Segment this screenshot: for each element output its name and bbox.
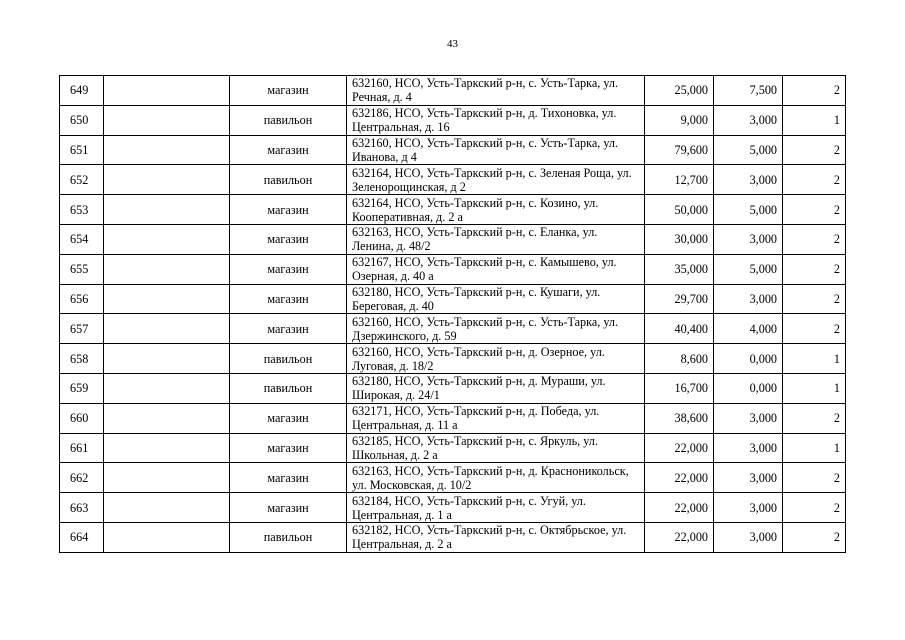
area-trade: 3,000	[714, 522, 783, 552]
facility-address: 632184, НСО, Усть-Таркский р-н, с. Угуй, ул. Центральная, д. 1 а	[347, 493, 645, 523]
area-trade: 3,000	[714, 284, 783, 314]
row-blank-cell	[104, 224, 230, 254]
area-trade: 3,000	[714, 403, 783, 433]
count: 2	[783, 195, 846, 225]
count: 2	[783, 224, 846, 254]
row-blank-cell	[104, 195, 230, 225]
facility-type: магазин	[230, 224, 347, 254]
table-row	[60, 344, 846, 374]
table-row	[60, 284, 846, 314]
facility-type: магазин	[230, 463, 347, 493]
count: 2	[783, 165, 846, 195]
facility-address: 632160, НСО, Усть-Таркский р-н, с. Усть-Тарка, ул. Дзержинского, д. 59	[347, 314, 645, 344]
table-row	[60, 493, 846, 523]
row-number: 663	[60, 493, 104, 523]
area-trade: 4,000	[714, 314, 783, 344]
area-trade: 0,000	[714, 373, 783, 403]
area-trade: 3,000	[714, 165, 783, 195]
count: 2	[783, 403, 846, 433]
row-number: 656	[60, 284, 104, 314]
area-total: 40,400	[645, 314, 714, 344]
area-total: 22,000	[645, 493, 714, 523]
count: 1	[783, 344, 846, 374]
facility-address: 632163, НСО, Усть-Таркский р-н, д. Красноникольск, ул. Московская, д. 10/2	[347, 463, 645, 493]
table-row	[60, 165, 846, 195]
count: 2	[783, 522, 846, 552]
facility-type: магазин	[230, 254, 347, 284]
area-trade: 0,000	[714, 344, 783, 374]
row-blank-cell	[104, 373, 230, 403]
table-row	[60, 433, 846, 463]
count: 2	[783, 284, 846, 314]
count: 2	[783, 254, 846, 284]
area-trade: 7,500	[714, 76, 783, 106]
area-total: 16,700	[645, 373, 714, 403]
row-number: 658	[60, 344, 104, 374]
row-blank-cell	[104, 463, 230, 493]
table-body	[60, 76, 846, 553]
facility-address: 632164, НСО, Усть-Таркский р-н, с. Козино, ул. Кооперативная, д. 2 а	[347, 195, 645, 225]
table-row	[60, 76, 846, 106]
area-total: 35,000	[645, 254, 714, 284]
area-total: 8,600	[645, 344, 714, 374]
count: 1	[783, 433, 846, 463]
table-row	[60, 135, 846, 165]
area-total: 9,000	[645, 105, 714, 135]
row-number: 660	[60, 403, 104, 433]
area-trade: 5,000	[714, 195, 783, 225]
row-blank-cell	[104, 76, 230, 106]
area-trade: 3,000	[714, 105, 783, 135]
area-total: 12,700	[645, 165, 714, 195]
row-number: 657	[60, 314, 104, 344]
facility-type: магазин	[230, 433, 347, 463]
area-total: 25,000	[645, 76, 714, 106]
facility-type: павильон	[230, 344, 347, 374]
area-trade: 3,000	[714, 224, 783, 254]
row-number: 659	[60, 373, 104, 403]
facility-address: 632163, НСО, Усть-Таркский р-н, с. Еланка, ул. Ленина, д. 48/2	[347, 224, 645, 254]
table-row	[60, 403, 846, 433]
row-number: 650	[60, 105, 104, 135]
area-total: 22,000	[645, 522, 714, 552]
facility-type: павильон	[230, 522, 347, 552]
row-blank-cell	[104, 165, 230, 195]
page-number: 43	[447, 38, 458, 50]
facility-address: 632160, НСО, Усть-Таркский р-н, с. Усть-Тарка, ул. Речная, д. 4	[347, 76, 645, 106]
row-number: 649	[60, 76, 104, 106]
facility-type: магазин	[230, 314, 347, 344]
facility-address: 632180, НСО, Усть-Таркский р-н, д. Мураши, ул. Широкая, д. 24/1	[347, 373, 645, 403]
row-number: 652	[60, 165, 104, 195]
facility-address: 632171, НСО, Усть-Таркский р-н, д. Победа, ул. Центральная, д. 11 а	[347, 403, 645, 433]
facility-type: магазин	[230, 403, 347, 433]
facility-address: 632180, НСО, Усть-Таркский р-н, с. Кушаги, ул. Береговая, д. 40	[347, 284, 645, 314]
facility-type: павильон	[230, 373, 347, 403]
table-row	[60, 314, 846, 344]
facility-address: 632164, НСО, Усть-Таркский р-н, с. Зеленая Роща, ул. Зеленорощинская, д 2	[347, 165, 645, 195]
count: 2	[783, 314, 846, 344]
row-blank-cell	[104, 344, 230, 374]
facility-address: 632182, НСО, Усть-Таркский р-н, с. Октябрьское, ул. Центральная, д. 2 а	[347, 522, 645, 552]
count: 1	[783, 105, 846, 135]
area-total: 22,000	[645, 433, 714, 463]
facility-address: 632160, НСО, Усть-Таркский р-н, д. Озерное, ул. Луговая, д. 18/2	[347, 344, 645, 374]
table-row	[60, 254, 846, 284]
facility-address: 632186, НСО, Усть-Таркский р-н, д. Тихоновка, ул. Центральная, д. 16	[347, 105, 645, 135]
table-row	[60, 195, 846, 225]
row-blank-cell	[104, 403, 230, 433]
table-row	[60, 224, 846, 254]
row-blank-cell	[104, 493, 230, 523]
table-row	[60, 463, 846, 493]
count: 2	[783, 493, 846, 523]
area-total: 50,000	[645, 195, 714, 225]
row-number: 655	[60, 254, 104, 284]
row-blank-cell	[104, 105, 230, 135]
facility-type: магазин	[230, 195, 347, 225]
area-trade: 3,000	[714, 493, 783, 523]
row-blank-cell	[104, 254, 230, 284]
facility-address: 632160, НСО, Усть-Таркский р-н, с. Усть-Тарка, ул. Иванова, д 4	[347, 135, 645, 165]
count: 2	[783, 135, 846, 165]
area-total: 38,600	[645, 403, 714, 433]
table-row	[60, 522, 846, 552]
row-number: 661	[60, 433, 104, 463]
row-number: 651	[60, 135, 104, 165]
row-number: 664	[60, 522, 104, 552]
count: 2	[783, 76, 846, 106]
facility-type: магазин	[230, 135, 347, 165]
row-blank-cell	[104, 284, 230, 314]
row-number: 654	[60, 224, 104, 254]
facility-address: 632167, НСО, Усть-Таркский р-н, с. Камышево, ул. Озерная, д. 40 а	[347, 254, 645, 284]
facilities-table	[59, 75, 846, 553]
table-row	[60, 105, 846, 135]
facility-type: магазин	[230, 284, 347, 314]
row-blank-cell	[104, 135, 230, 165]
row-blank-cell	[104, 433, 230, 463]
row-number: 662	[60, 463, 104, 493]
area-trade: 5,000	[714, 135, 783, 165]
count: 2	[783, 463, 846, 493]
area-trade: 3,000	[714, 433, 783, 463]
table-row	[60, 373, 846, 403]
facility-type: павильон	[230, 105, 347, 135]
facility-address: 632185, НСО, Усть-Таркский р-н, с. Яркуль, ул. Школьная, д. 2 а	[347, 433, 645, 463]
area-trade: 3,000	[714, 463, 783, 493]
row-number: 653	[60, 195, 104, 225]
facility-type: магазин	[230, 76, 347, 106]
area-trade: 5,000	[714, 254, 783, 284]
area-total: 79,600	[645, 135, 714, 165]
row-blank-cell	[104, 314, 230, 344]
facility-type: магазин	[230, 493, 347, 523]
facility-type: павильон	[230, 165, 347, 195]
area-total: 29,700	[645, 284, 714, 314]
row-blank-cell	[104, 522, 230, 552]
count: 1	[783, 373, 846, 403]
area-total: 22,000	[645, 463, 714, 493]
area-total: 30,000	[645, 224, 714, 254]
